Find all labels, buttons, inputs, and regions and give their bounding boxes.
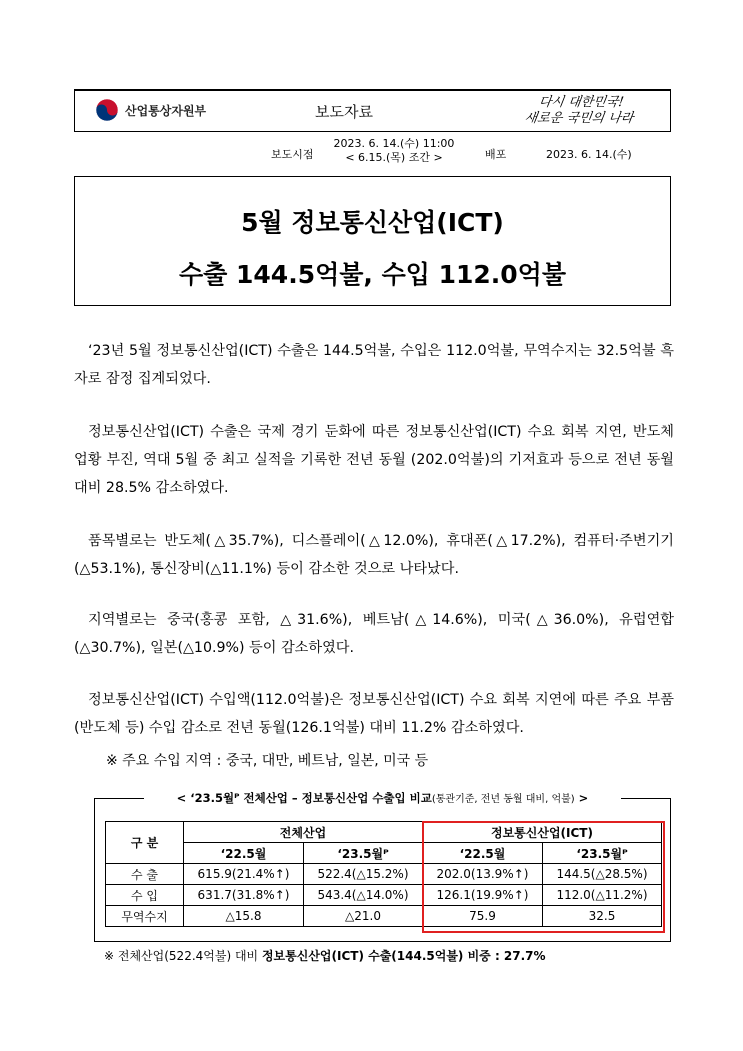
comparison-title-main: < ‘23.5월ᴾ 전체산업 – 정보통신산업 수출입 비교 — [176, 791, 432, 805]
comparison-table — [105, 821, 662, 927]
table-cell: △15.8 — [184, 906, 304, 927]
slogan-line-2: 새로운 국민의 나라 — [523, 111, 635, 126]
paragraph-exports: 정보통신산업(ICT) 수출은 국제 경기 둔화에 따른 정보통신산업(ICT) 수요 회복 지연, 반도체 업황 부진, 역대 5월 중 최고 실적을 기록한 전년 동월 (202.0억불)의 기저효과 등으로 전년 동월 대비 28.5% 감소하였다. — [74, 424, 674, 496]
release-time-label: 보도시점 — [271, 148, 314, 161]
table-cell: 144.5(△28.5%) — [542, 864, 661, 885]
col-header: ‘22.5월 — [184, 843, 304, 864]
embargo-note: < 6.15.(목) 조간 > — [345, 151, 443, 164]
table-cell: 615.9(21.4%↑) — [184, 864, 304, 885]
release-time — [331, 137, 457, 165]
table-row — [106, 906, 662, 927]
comparison-box — [94, 791, 671, 942]
paragraph-items: 품목별로는 반도체(△35.7%), 디스플레이(△12.0%), 휴대폰(△17.2%), 컴퓨터·주변기기(△53.1%), 통신장비(△11.1%) 등이 감소한 것으로 나타났다. — [74, 533, 674, 577]
import-regions-note: ※ 주요 수입 지역 : 중국, 대만, 베트남, 일본, 미국 등 — [106, 753, 429, 769]
col-header: ‘23.5월ᴾ — [304, 843, 423, 864]
table-row — [106, 885, 662, 906]
table-cell: 75.9 — [422, 906, 542, 927]
table-cell: 543.4(△14.0%) — [304, 885, 423, 906]
comparison-title-note: (통관기준, 전년 동월 대비, 억불) — [431, 794, 575, 805]
headline-line-2: 수출 144.5억불, 수입 112.0억불 — [179, 260, 566, 289]
table-row — [106, 864, 662, 885]
headline-box — [74, 176, 671, 306]
table-corner: 구 분 — [106, 822, 184, 864]
share-footnote — [104, 947, 546, 964]
comparison-title-end: > — [574, 791, 589, 805]
distribution-label: 배포 — [485, 148, 507, 161]
group-ict: 정보통신산업(ICT) — [422, 822, 661, 843]
press-release-header — [74, 89, 671, 132]
table-cell: 631.7(31.8%↑) — [184, 885, 304, 906]
paragraph-regions: 지역별로는 중국(홍콩 포함, △31.6%), 베트남(△14.6%), 미국(△36.0%), 유럽연합(△30.7%), 일본(△10.9%) 등이 감소하였다. — [74, 612, 674, 656]
taegeuk-icon — [95, 98, 119, 122]
table-cell: 112.0(△11.2%) — [542, 885, 661, 906]
headline-line-1: 5월 정보통신산업(ICT) — [241, 208, 504, 237]
paragraph-imports: 정보통신산업(ICT) 수입액(112.0억불)은 정보통신산업(ICT) 수요 회복 지연에 따른 주요 부품(반도체 등) 수입 감소로 전년 동월(126.1억불) 대비 11.2% 감소하였다. — [74, 692, 674, 736]
table-cell: 126.1(19.9%↑) — [422, 885, 542, 906]
table-cell: △21.0 — [304, 906, 423, 927]
ministry-name: 산업통상자원부 — [125, 103, 207, 118]
distribution-date: 2023. 6. 14.(수) — [546, 148, 632, 161]
col-header: ‘22.5월 — [422, 843, 542, 864]
table-cell: 202.0(13.9%↑) — [422, 864, 542, 885]
comparison-title — [95, 790, 670, 806]
footnote-prefix: ※ 전체산업(522.4억불) 대비 — [104, 949, 262, 963]
table-header-row — [106, 822, 662, 843]
slogan — [498, 95, 662, 127]
row-label: 무역수지 — [106, 906, 184, 927]
ministry-logo — [95, 98, 206, 122]
row-label: 수 입 — [106, 885, 184, 906]
table-cell: 522.4(△15.2%) — [304, 864, 423, 885]
slogan-line-1: 다시 대한민국! — [537, 95, 625, 110]
row-label: 수 출 — [106, 864, 184, 885]
press-release-title: 보도자료 — [315, 103, 373, 121]
paragraph-summary: ‘23년 5월 정보통신산업(ICT) 수출은 144.5억불, 수입은 112.0억불, 무역수지는 32.5억불 흑자로 잠정 집계되었다. — [74, 343, 674, 387]
footnote-emphasis: 정보통신산업(ICT) 수출(144.5억불) 비중 : 27.7% — [261, 949, 546, 963]
group-all-industry: 전체산업 — [184, 822, 423, 843]
release-date: 2023. 6. 14.(수) 11:00 — [333, 137, 455, 150]
col-header: ‘23.5월ᴾ — [542, 843, 661, 864]
table-subheader-row — [106, 843, 662, 864]
table-cell: 32.5 — [542, 906, 661, 927]
